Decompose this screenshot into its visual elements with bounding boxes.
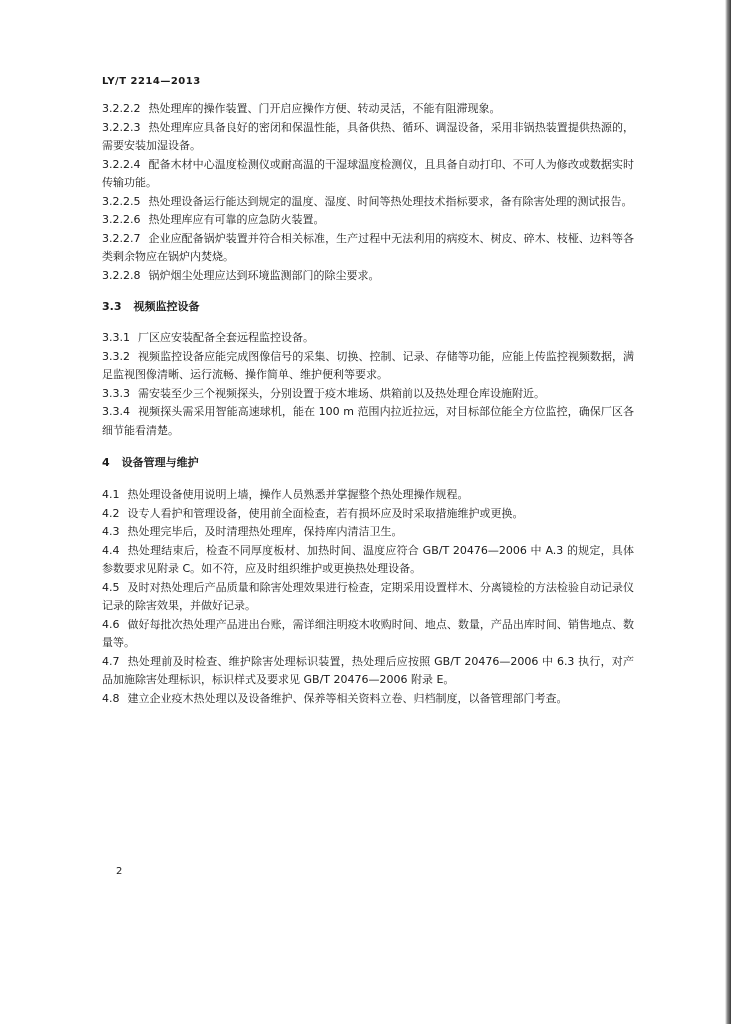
clause-4-2: 4.2 设专人看护和管理设备，使用前全面检查，若有损坏应及时采取措施维护或更换。	[102, 506, 524, 520]
clause-3-2-2-5: 3.2.2.5 热处理设备运行能达到规定的温度、湿度、时间等热处理技术指标要求，备有除害处理的测试报告。	[102, 194, 633, 208]
clause-3-2-2-4: 3.2.2.4 配备木材中心温度检测仪或耐高温的干湿球温度检测仪，且具备自动打印、不可人为修改或数据实时传输功能。	[102, 157, 634, 189]
clause-4-4: 4.4 热处理结束后，检查不同厚度板材、加热时间、温度应符合 GB/T 20476—2006 中 A.3 的规定，具体参数要求见附录 C。如不符，应及时组织维护或更换热处理设备。	[102, 543, 634, 575]
clause-3-2-2-7: 3.2.2.7 企业应配备锅炉装置并符合相关标准，生产过程中无法利用的病疫木、树皮、碎木、枝桠、边料等各类剩余物应在锅炉内焚烧。	[102, 231, 634, 263]
scan-edge-shadow	[725, 0, 731, 1024]
section-title-4: 4 设备管理与维护	[102, 456, 199, 469]
clause-4-6: 4.6 做好每批次热处理产品进出台账，需详细注明疫木收购时间、地点、数量，产品出库时间、销售地点、数量等。	[102, 617, 634, 649]
clause-3-3-3: 3.3.3 需安装至少三个视频探头，分别设置于疫木堆场、烘箱前以及热处理仓库设施附近。	[102, 386, 545, 400]
clause-4-3: 4.3 热处理完毕后，及时清理热处理库，保持库内清洁卫生。	[102, 525, 403, 538]
document-body	[102, 100, 634, 708]
clause-4-5: 4.5 及时对热处理后产品质量和除害处理效果进行检查，定期采用设置样木、分离镜检的方法检验自动记录仪记录的除害效果，并做好记录。	[102, 580, 634, 612]
section-3-3	[102, 298, 634, 440]
clause-4-7: 4.7 热处理前及时检查、维护除害处理标识装置，热处理后应按照 GB/T 20476—2006 中 6.3 执行，对产品加施除害处理标识，标识样式及要求见 GB/T 20476—2006 附录 E。	[102, 654, 634, 686]
clause-4-1: 4.1 热处理设备使用说明上墙，操作人员熟悉并掌握整个热处理操作规程。	[102, 488, 469, 501]
page-number: 2	[116, 866, 123, 877]
section-4	[102, 454, 634, 708]
standard-code-header: LY/T 2214—2013	[102, 76, 201, 87]
section-3-2-2	[102, 100, 634, 285]
clause-3-2-2-2: 3.2.2.2 热处理库的操作装置、门开启应操作方便、转动灵活，不能有阻滞现象。	[102, 102, 501, 115]
clause-3-2-2-3: 3.2.2.3 热处理库应具备良好的密闭和保温性能，具备供热、循环、调湿设备，采用非锅热装置提供热源的，需要安装加湿设备。	[102, 120, 634, 152]
section-title-3-3: 3.3 视频监控设备	[102, 300, 200, 313]
clause-3-3-4: 3.3.4 视频探头需采用智能高速球机，能在 100 m 范围内拉近拉远，对目标部位能全方位监控，确保厂区各细节能看清楚。	[102, 405, 634, 437]
clause-3-2-2-8: 3.2.2.8 锅炉烟尘处理应达到环境监测部门的除尘要求。	[102, 268, 380, 282]
clause-4-8: 4.8 建立企业疫木热处理以及设备维护、保养等相关资料立卷、归档制度，以备管理部门考查。	[102, 691, 568, 705]
clause-3-2-2-6: 3.2.2.6 热处理库应有可靠的应急防火装置。	[102, 213, 325, 226]
clause-3-3-1: 3.3.1 厂区应安装配备全套远程监控设备。	[102, 331, 314, 344]
clause-3-3-2: 3.3.2 视频监控设备应能完成图像信号的采集、切换、控制、记录、存储等功能，应能上传监控视频数据，满足监视图像清晰、运行流畅、操作简单、维护便利等要求。	[102, 349, 634, 381]
